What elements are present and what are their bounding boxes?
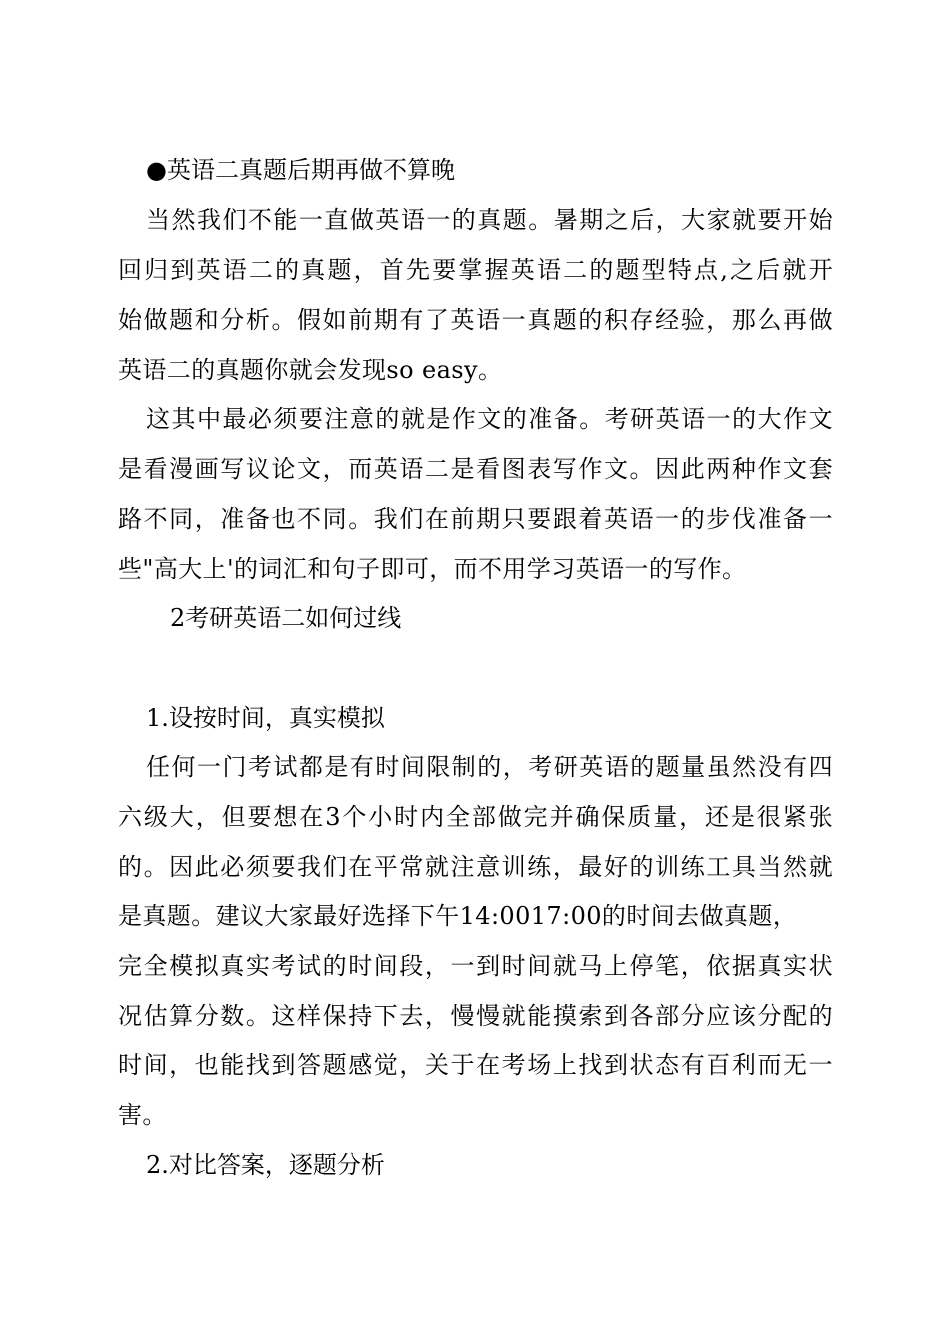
paragraph-line: 这其中最必须要注意的就是作文的准备。考研英语一的大作文 [146, 405, 833, 433]
paragraph-line: 的。因此必须要我们在平常就注意训练，最好的训练工具当然就 [118, 853, 833, 881]
section-heading-bullet: ●英语二真题后期再做不算晚 [146, 156, 455, 184]
paragraph-line: 是真题。建议大家最好选择下午14:0017:00的时间去做真题， [118, 902, 798, 930]
paragraph-line: 始做题和分析。假如前期有了英语一真题的积存经验，那么再做 [118, 306, 833, 334]
item-heading-1: 1.设按时间，真实模拟 [146, 704, 385, 732]
paragraph-line: 英语二的真题你就会发现so easy。 [118, 356, 503, 384]
paragraph-line: 害。 [118, 1101, 167, 1129]
paragraph-line: 些"高大上'的词汇和句子即可，而不用学习英语一的写作。 [118, 555, 747, 583]
paragraph-line: 当然我们不能一直做英语一的真题。暑期之后，大家就要开始 [146, 206, 833, 234]
paragraph-line: 任何一门考试都是有时间限制的，考研英语的题量虽然没有四 [146, 753, 833, 781]
paragraph-line: 回归到英语二的真题，首先要掌握英语二的题型特点,之后就开 [118, 256, 833, 284]
paragraph-line: 六级大，但要想在3个小时内全部做完并确保质量，还是很紧张 [118, 803, 833, 831]
item-heading-2: 2.对比答案，逐题分析 [146, 1151, 385, 1179]
paragraph-line: 时间，也能找到答题感觉，关于在考场上找到状态有百利而无一 [118, 1051, 833, 1079]
section-heading-2: 2考研英语二如何过线 [170, 604, 402, 632]
paragraph-line: 是看漫画写议论文，而英语二是看图表写作文。因此两种作文套 [118, 455, 833, 483]
paragraph-line: 完全模拟真实考试的时间段，一到时间就马上停笔，依据真实状 [118, 952, 833, 980]
paragraph-line: 况估算分数。这样保持下去，慢慢就能摸索到各部分应该分配的 [118, 1002, 833, 1030]
paragraph-line: 路不同，准备也不同。我们在前期只要跟着英语一的步伐准备一 [118, 505, 833, 533]
